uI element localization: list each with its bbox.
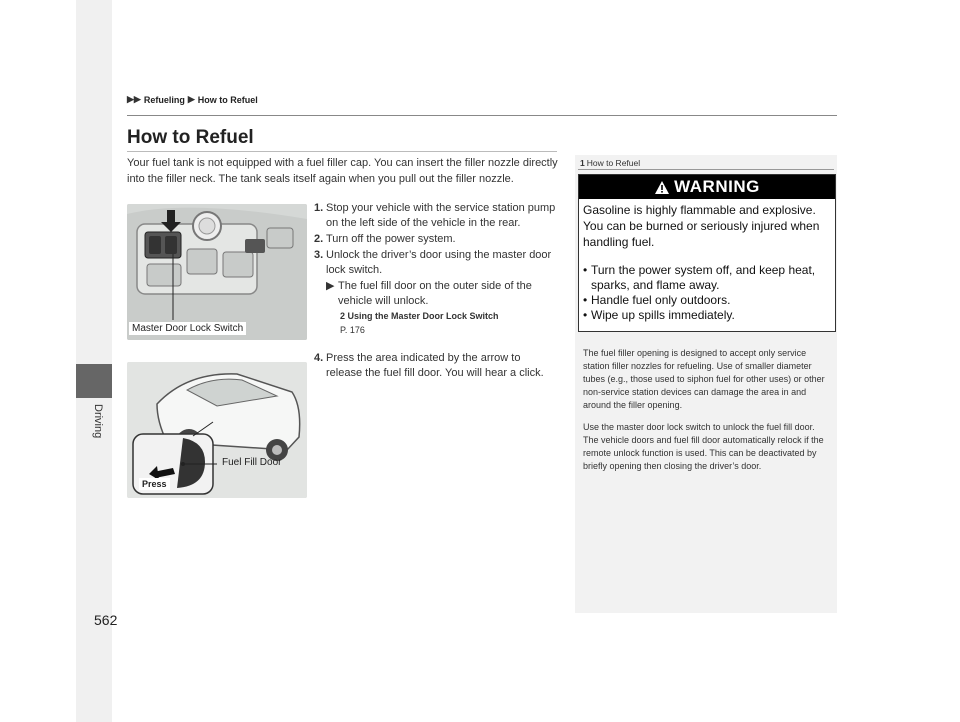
breadcrumb	[127, 94, 258, 105]
step-number: 1.	[314, 202, 324, 214]
section-label	[74, 404, 114, 464]
step-3-result	[326, 279, 559, 309]
side-panel-heading	[580, 158, 640, 168]
warning-triangle-icon	[654, 180, 670, 195]
note-paragraph: The fuel filler opening is designed to accept only service station filler nozzles for refueling. Use of smaller diameter tubes (e.g., those used to siphon fuel for other uses) or other non-service station devices can damage the area in and around the filler opening.	[583, 348, 825, 410]
note-paragraph: The vehicle doors and fuel fill door automatically relock if the remote unlock function is used. This can be deactivated by briefly opening then closing the driver’s door.	[583, 435, 824, 471]
side-panel-marker: 1	[580, 158, 585, 168]
breadcrumb-item-refueling[interactable]: Refueling	[143, 94, 185, 105]
step-4	[314, 351, 559, 381]
figure-master-door-lock-switch	[127, 204, 307, 340]
step-number: 2.	[314, 233, 324, 245]
warning-text: Gasoline is highly flammable and explosive. You can be burned or seriously injured when handling fuel.	[583, 203, 820, 249]
step-number: 4.	[314, 352, 324, 364]
reference-marker: 2	[340, 311, 346, 321]
side-panel-title: How to Refuel	[586, 158, 641, 168]
warning-item: • Turn the power system off, and keep heat, sparks, and flame away.	[583, 263, 816, 292]
figure-label-press: Press	[139, 478, 170, 490]
section-label-text: Driving	[92, 404, 104, 439]
step-text: Stop your vehicle with the service station pump on the left side of the vehicle in the rear.	[326, 202, 556, 229]
figure-label-fuel-fill-door: Fuel Fill Door	[222, 457, 282, 468]
step-3-result-text: The fuel fill door on the outer side of the vehicle will unlock.	[338, 280, 532, 307]
side-panel-divider	[578, 169, 834, 170]
figure-fuel-fill-door	[127, 362, 307, 498]
breadcrumb-arrow-icon: ▶	[187, 94, 195, 104]
breadcrumb-item-how-to-refuel[interactable]: How to Refuel	[197, 94, 258, 105]
step-text: Unlock the driver’s door using the master door lock switch.	[326, 249, 552, 276]
step-text: Press the area indicated by the arrow to release the fuel fill door. You will hear a click.	[326, 352, 544, 379]
step-text: Turn off the power system.	[326, 233, 456, 245]
step-3	[314, 248, 559, 278]
section-tab-marker	[76, 364, 112, 398]
result-arrow-icon: ▶	[326, 280, 335, 292]
side-panel-notes	[583, 347, 831, 482]
step-2	[314, 232, 559, 247]
note-paragraph: Use the master door lock switch to unlock the fuel fill door.	[583, 422, 815, 432]
door-switch-illustration	[127, 204, 307, 340]
cross-reference[interactable]	[340, 309, 559, 337]
breadcrumb-arrow-icon: ▶▶	[127, 94, 141, 104]
warning-title: WARNING	[674, 177, 760, 196]
page-number: 562	[94, 612, 118, 628]
step-1	[314, 201, 559, 231]
figure-label-master-door-lock-switch: Master Door Lock Switch	[129, 322, 246, 335]
warning-item: • Handle fuel only outdoors.	[583, 293, 731, 307]
page-title: How to Refuel	[127, 127, 254, 148]
warning-list	[583, 263, 833, 323]
warning-header	[579, 175, 835, 199]
title-divider	[127, 151, 557, 152]
step-number: 3.	[314, 249, 324, 261]
reference-page[interactable]: P. 176	[340, 325, 365, 335]
intro-paragraph: Your fuel tank is not equipped with a fuel filler cap. You can insert the filler nozzle directly into the filler neck. The tank seals itself again when you pull out the filler nozzle.	[127, 157, 558, 185]
header-divider	[127, 115, 837, 116]
warning-item: • Wipe up spills immediately.	[583, 308, 735, 322]
step-list	[314, 201, 559, 382]
reference-title[interactable]: Using the Master Door Lock Switch	[347, 311, 499, 321]
